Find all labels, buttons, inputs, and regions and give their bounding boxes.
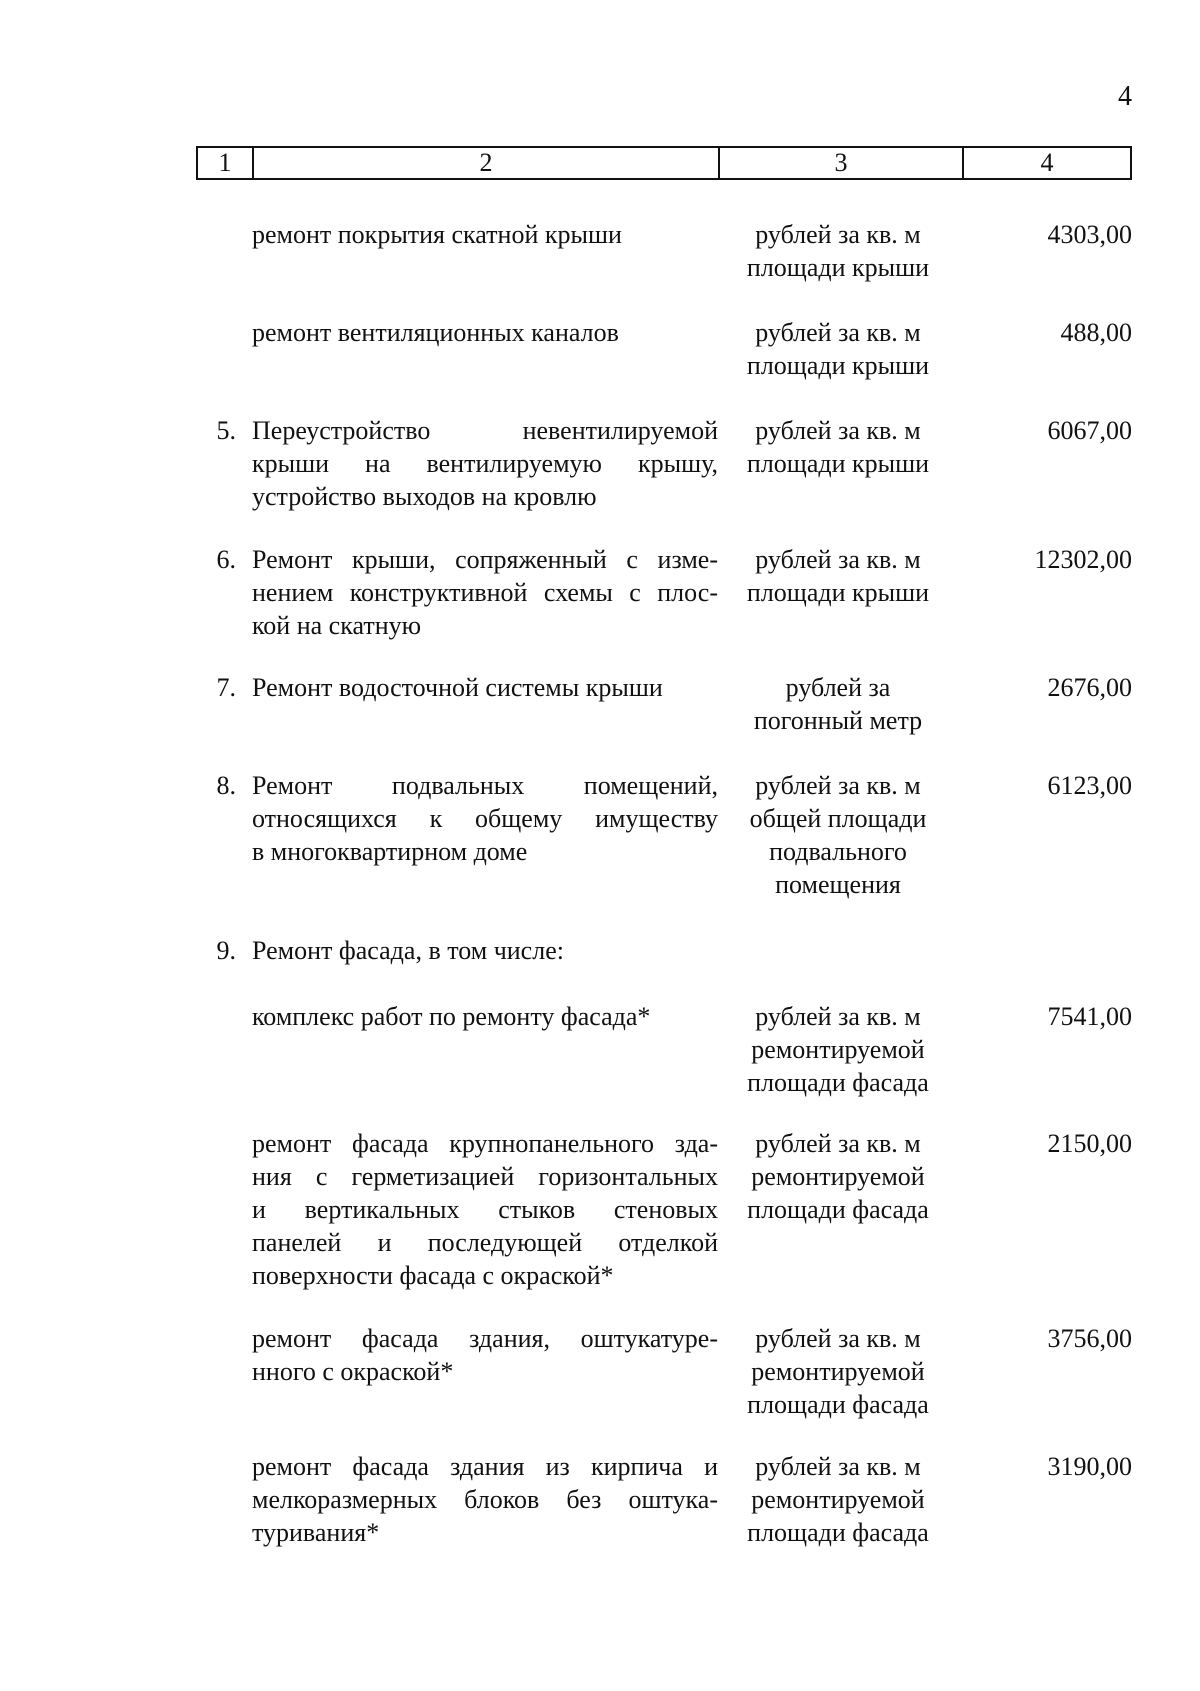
description-line: Ремонт крыши, сопряженный с изме- <box>252 545 718 574</box>
unit-line: площади фасада <box>747 1068 929 1097</box>
page-number: 4 <box>1118 81 1132 112</box>
work-description <box>252 769 718 868</box>
description-line: ремонт покрытия скатной крыши <box>252 220 622 249</box>
row-number: 6. <box>216 545 236 574</box>
column-header-2: 2 <box>254 148 720 178</box>
unit-line: рублей за кв. м <box>755 1129 921 1158</box>
description-line: относящихся к общему имуществу <box>252 804 718 833</box>
work-description <box>252 1127 718 1292</box>
row-number: 8. <box>216 771 236 800</box>
cost-value: 4303,00 <box>1047 220 1132 249</box>
unit-of-measure <box>728 414 948 480</box>
unit-line: помещения <box>775 870 901 899</box>
description-line: ремонт фасада здания, оштукатуре- <box>252 1324 718 1353</box>
row-number: 7. <box>216 673 236 702</box>
unit-of-measure <box>728 671 948 737</box>
unit-line: рублей за кв. м <box>755 545 921 574</box>
unit-line: рублей за <box>785 673 891 702</box>
unit-of-measure <box>728 1322 948 1421</box>
description-line: комплекс работ по ремонту фасада* <box>252 1002 651 1031</box>
unit-line: площади фасада <box>747 1195 929 1224</box>
work-description <box>252 316 718 349</box>
column-header-3: 3 <box>720 148 964 178</box>
description-line: ремонт фасада здания из кирпича и <box>252 1452 718 1481</box>
unit-line: площади крыши <box>746 351 930 380</box>
unit-line: площади крыши <box>746 253 930 282</box>
unit-line: ремонтируемой <box>751 1357 925 1386</box>
unit-line: общей площади <box>749 804 927 833</box>
description-line: панелей и последующей отделкой <box>252 1228 718 1257</box>
description-line: Ремонт водосточной системы крыши <box>252 673 663 702</box>
unit-line: рублей за кв. м <box>755 771 921 800</box>
work-description <box>252 934 718 967</box>
row-number: 5. <box>216 416 236 445</box>
description-line: мелкоразмерных блоков без оштука- <box>252 1485 718 1514</box>
description-line: и вертикальных стыков стеновых <box>252 1195 718 1224</box>
description-line: ния с герметизацией горизонтальных <box>252 1162 718 1191</box>
unit-of-measure <box>728 1127 948 1226</box>
unit-of-measure <box>728 769 948 901</box>
work-description <box>252 671 718 704</box>
cost-value: 2676,00 <box>1047 673 1132 702</box>
work-description <box>252 1322 718 1388</box>
work-description <box>252 543 718 642</box>
description-line: ремонт фасада крупнопанельного зда- <box>252 1129 718 1158</box>
unit-line: рублей за кв. м <box>755 1452 921 1481</box>
description-line: в многоквартирном доме <box>252 837 528 866</box>
work-description <box>252 414 718 513</box>
work-description <box>252 1000 718 1033</box>
description-line: поверхности фасада с окраской* <box>252 1261 614 1290</box>
row-number: 9. <box>216 936 236 965</box>
cost-value: 3756,00 <box>1047 1324 1132 1353</box>
unit-line: ремонтируемой <box>751 1035 925 1064</box>
description-line: Переустройство невентилируемой <box>252 416 718 445</box>
unit-line: подвального <box>769 837 907 866</box>
unit-line: рублей за кв. м <box>755 220 921 249</box>
unit-of-measure <box>728 1000 948 1099</box>
description-line: нением конструктивной схемы с плос- <box>252 578 718 607</box>
unit-of-measure <box>728 218 948 284</box>
column-header-1: 1 <box>198 148 254 178</box>
description-line: Ремонт фасада, в том числе: <box>252 936 564 965</box>
description-line: туривания* <box>252 1518 380 1547</box>
unit-of-measure <box>728 316 948 382</box>
unit-of-measure <box>728 1450 948 1549</box>
unit-line: площади крыши <box>746 578 930 607</box>
description-line: крыши на вентилируемую крышу, <box>252 449 718 478</box>
description-line: Ремонт подвальных помещений, <box>252 771 718 800</box>
unit-line: рублей за кв. м <box>755 1324 921 1353</box>
unit-line: площади крыши <box>746 449 930 478</box>
unit-line: рублей за кв. м <box>755 318 921 347</box>
unit-line: площади фасада <box>747 1390 929 1419</box>
column-header-row <box>196 146 1132 180</box>
description-line: устройство выходов на кровлю <box>252 482 597 511</box>
unit-line: погонный метр <box>753 706 923 735</box>
cost-value: 2150,00 <box>1047 1129 1132 1158</box>
cost-value: 6067,00 <box>1047 416 1132 445</box>
description-line: ремонт вентиляционных каналов <box>252 318 619 347</box>
unit-line: рублей за кв. м <box>755 416 921 445</box>
unit-line: площади фасада <box>747 1518 929 1547</box>
cost-value: 12302,00 <box>1034 545 1132 574</box>
description-line: нного с окраской* <box>252 1357 454 1386</box>
cost-value: 7541,00 <box>1047 1002 1132 1031</box>
work-description <box>252 1450 718 1549</box>
unit-of-measure <box>728 543 948 609</box>
description-line: кой на скатную <box>252 611 422 640</box>
cost-value: 6123,00 <box>1047 771 1132 800</box>
cost-value: 488,00 <box>1060 318 1132 347</box>
cost-value: 3190,00 <box>1047 1452 1132 1481</box>
unit-line: ремонтируемой <box>751 1485 925 1514</box>
work-description <box>252 218 718 251</box>
unit-line: ремонтируемой <box>751 1162 925 1191</box>
unit-line: рублей за кв. м <box>755 1002 921 1031</box>
column-header-4: 4 <box>1040 148 1054 177</box>
